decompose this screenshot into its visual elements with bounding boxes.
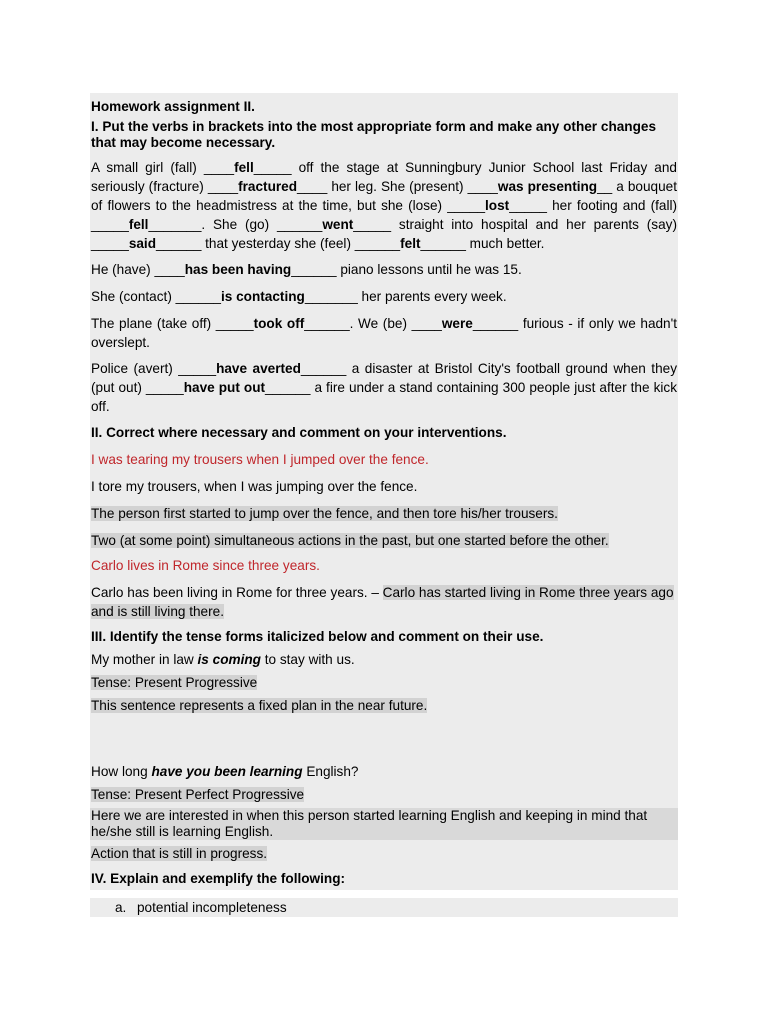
text: A small girl (fall) ____ [91, 160, 235, 175]
tense-answer-1 [90, 673, 678, 692]
exercise-paragraph-2 [90, 260, 678, 279]
text: ______ furious - if only we hadn't overslept. [91, 316, 677, 350]
italic-tense: have you been learning [151, 764, 303, 779]
answer: were [441, 316, 473, 331]
answer: was presenting [497, 179, 598, 194]
exercise-paragraph-1 [90, 158, 678, 253]
highlighted-text: Tense: Present Perfect Progressive [91, 787, 305, 802]
answer: fractured [238, 179, 298, 194]
section-4-heading: IV. Explain and exemplify the following: [91, 871, 346, 886]
section-1-block [90, 93, 678, 890]
highlighted-text: Two (at some point) simultaneous actions in the past, but one started before the other. [91, 533, 609, 548]
highlighted-text: Action that is still in progress. [91, 846, 268, 861]
answer: went [322, 217, 354, 232]
tense-comment-3 [90, 844, 678, 863]
corrected-sentence-1: I tore my trousers, when I was jumping over the fence. [91, 479, 418, 494]
answer: said [128, 236, 157, 251]
answer: has been having [184, 262, 292, 277]
list-item-a [114, 898, 678, 917]
italic-tense: is coming [197, 652, 261, 667]
comment-2 [90, 531, 678, 550]
list-item-text: potential incompleteness [137, 900, 287, 915]
highlighted-text: This sentence represents a fixed plan in the near future. [91, 698, 428, 713]
text: How long [91, 764, 152, 779]
text: Carlo has been living in Rome for three years. – [91, 585, 383, 600]
question-1 [90, 650, 678, 669]
text: ______ much better. [420, 236, 545, 251]
text: ______ piano lessons until he was 15. [291, 262, 522, 277]
text: ______ a disaster at Bristol City's football ground when they (put out) _____ [91, 361, 677, 395]
question-2 [90, 762, 678, 781]
tense-comment-1 [90, 696, 678, 715]
text: The plane (take off) _____ [91, 316, 254, 331]
section-1-heading: I. Put the verbs in brackets into the most appropriate form and make any other changes that may become necessary. [91, 119, 657, 150]
text: _______. She (go) ______ [148, 217, 323, 232]
answer: fell [234, 160, 254, 175]
text: _______ her parents every week. [304, 289, 507, 304]
text: __ a bouquet of flowers to the headmistress at the time, but she (lose) _____ [91, 179, 678, 213]
answer: have put out [183, 380, 266, 395]
answer: felt [400, 236, 421, 251]
text: ______ that yesterday she (feel) ______ [156, 236, 401, 251]
sentence-to-correct-2: Carlo lives in Rome since three years. [91, 558, 320, 573]
highlighted-text: Tense: Present Progressive [91, 675, 258, 690]
text: English? [302, 764, 359, 779]
highlighted-text: The person first started to jump over the fence, and then tore his/her trousers. [91, 506, 558, 521]
homework-page [90, 93, 678, 917]
corrected-sentence-2 [90, 583, 678, 621]
answer: took off [253, 316, 305, 331]
text: _____ her footing and (fall) _____ [91, 198, 678, 232]
exercise-paragraph-5 [90, 359, 678, 416]
exercise-paragraph-4 [90, 314, 678, 352]
text: _____ off the stage at Sunningbury Junior School last Friday and seriously (fracture) ____ [91, 160, 677, 194]
section-3-heading: III. Identify the tense forms italicized below and comment on their use. [91, 629, 544, 644]
comment-1 [90, 504, 678, 523]
text: My mother in law [91, 652, 198, 667]
text: to stay with us. [260, 652, 355, 667]
text: ______. We (be) ____ [304, 316, 442, 331]
answer: have averted [216, 361, 301, 376]
list-marker: a. [115, 900, 127, 915]
tense-answer-2 [90, 785, 678, 804]
exercise-paragraph-3 [90, 287, 678, 306]
section-2-heading: II. Correct where necessary and comment on your interventions. [91, 425, 507, 440]
tense-comment-2: Here we are interested in when this person started learning English and keeping in mind that he/she still is learning English. [90, 808, 678, 840]
section-4-list [90, 898, 678, 917]
text: ______ a fire under a stand containing 300 people just after the kick off. [91, 380, 677, 414]
text: He (have) ____ [91, 262, 185, 277]
text: ____ her leg. She (present) ____ [297, 179, 498, 194]
document-title: Homework assignment II. [91, 99, 255, 114]
text: Police (avert) _____ [91, 361, 217, 376]
answer: is contacting [220, 289, 305, 304]
answer: fell [128, 217, 149, 232]
answer: lost [485, 198, 510, 213]
text: She (contact) ______ [91, 289, 221, 304]
sentence-to-correct-1: I was tearing my trousers when I jumped over the fence. [91, 452, 429, 467]
highlighted-text: Carlo has started living in Rome three years ago and is still living there. [91, 585, 674, 619]
text: _____ straight into hospital and her parents (say) _____ [91, 217, 677, 251]
